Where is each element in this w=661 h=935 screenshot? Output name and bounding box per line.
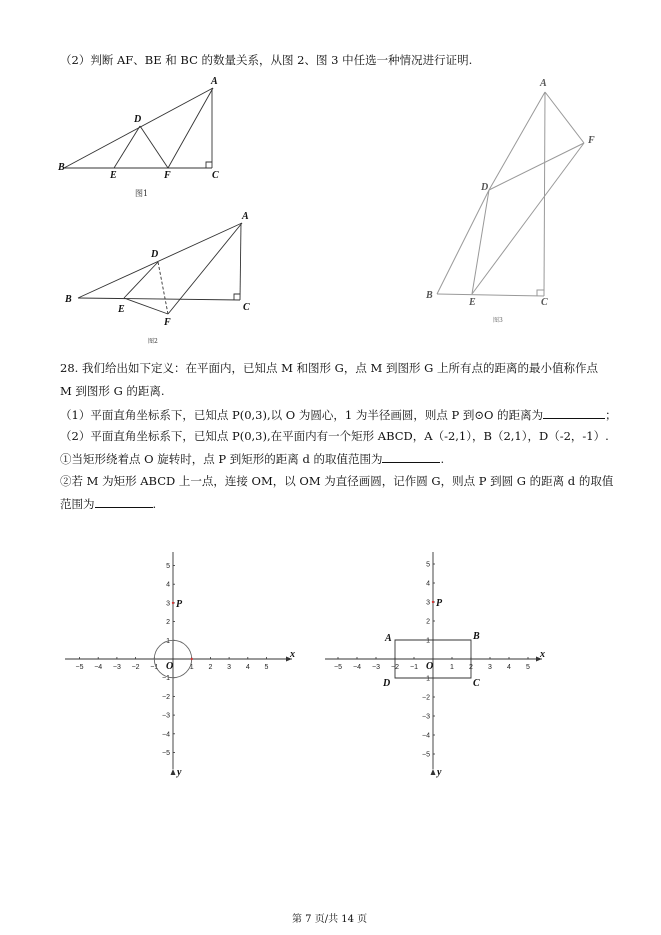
fig3-label-D: D bbox=[481, 182, 489, 193]
y-tick-label: −5 bbox=[422, 751, 430, 759]
q28-part1-text: （1）平面直角坐标系下，已知点 P(0,3),以 O 为圆心，1 为半径画圆，则点 P 到⊙O 的距离为 bbox=[60, 408, 544, 422]
x-tick-label: 5 bbox=[264, 664, 269, 671]
y-tick-label: −4 bbox=[422, 732, 430, 740]
y-axis-label: y bbox=[437, 767, 442, 778]
x-axis-label: x bbox=[290, 649, 295, 660]
q28-sub2-line1: ②若 M 为矩形 ABCD 上一点，连接 OM，以 OM 为直径画圆，记作圆 G，则点 P 到圆 G 的距离 d 的取值 bbox=[60, 474, 614, 488]
q28-intro-line1: 28. 我们给出如下定义：在平面内，已知点 M 和图形 G，点 M 到图形 G 上所有点的距离的最小值称作点 bbox=[60, 361, 598, 375]
rect-label-C: C bbox=[473, 678, 480, 689]
y-tick-label: −5 bbox=[162, 750, 170, 757]
q28-sub1-end: . bbox=[440, 452, 445, 466]
y-axis-label: y bbox=[177, 767, 182, 778]
fig3-caption: 图3 bbox=[493, 317, 503, 324]
x-tick-label: −1 bbox=[410, 664, 418, 671]
x-tick-label: −4 bbox=[94, 664, 103, 671]
y-tick-label: −2 bbox=[422, 694, 430, 702]
x-tick-label: −3 bbox=[112, 664, 121, 671]
fig2-label-E: E bbox=[118, 304, 125, 315]
fig2-label-A: A bbox=[242, 211, 249, 222]
q28-part2-text: （2）平面直角坐标系下，已知点 P(0,3),在平面内有一个矩形 ABCD，A（-2,1），B（2,1），D（-2，-1）. bbox=[60, 429, 609, 443]
y-tick-label: −3 bbox=[162, 712, 170, 720]
x-tick-label: 4 bbox=[245, 664, 250, 671]
origin-label: O bbox=[166, 661, 174, 672]
y-tick-label: −1 bbox=[422, 675, 430, 683]
x-tick-label: −1 bbox=[150, 664, 159, 671]
q28-part1-end: ； bbox=[605, 408, 617, 422]
y-tick-label: −4 bbox=[162, 731, 170, 739]
y-tick-label: 1 bbox=[166, 637, 170, 645]
q27-part2-text: （2）判断 AF、BE 和 BC 的数量关系，从图 2、图 3 中任选一种情况进行证明. bbox=[60, 53, 473, 67]
point-p bbox=[432, 601, 434, 603]
fig1-label-C: C bbox=[212, 170, 219, 181]
point-p-label: P bbox=[176, 598, 183, 610]
fig3-label-F: F bbox=[588, 135, 595, 146]
fig2-label-B: B bbox=[65, 294, 72, 305]
x-tick-label: −3 bbox=[372, 664, 380, 671]
y-tick-label: 3 bbox=[426, 599, 430, 607]
x-tick-label: 3 bbox=[227, 664, 232, 671]
y-axis-arrow bbox=[431, 769, 436, 775]
fig2-label-C: C bbox=[243, 302, 250, 313]
fig1-label-F: F bbox=[164, 170, 171, 181]
fig3-label-A: A bbox=[540, 78, 547, 89]
y-tick-label: −3 bbox=[422, 713, 430, 721]
y-tick-label: 3 bbox=[166, 600, 170, 608]
page-footer: 第 7 页/共 14 页 bbox=[292, 914, 368, 925]
x-tick-label: 3 bbox=[488, 664, 492, 671]
fig3-label-C: C bbox=[541, 297, 548, 308]
origin-label: O bbox=[426, 661, 434, 672]
y-tick-label: 4 bbox=[166, 581, 170, 589]
fig1-caption: 图1 bbox=[135, 189, 149, 198]
y-tick-label: 1 bbox=[426, 637, 430, 645]
rect-label-B: B bbox=[473, 631, 480, 642]
x-tick-label: −2 bbox=[391, 664, 399, 671]
q28-intro-line2: M 到图形 G 的距离. bbox=[60, 384, 165, 398]
y-tick-label: 2 bbox=[166, 619, 170, 627]
fig2-caption: 图2 bbox=[148, 338, 158, 345]
x-axis-label: x bbox=[540, 649, 545, 660]
fig1-label-E: E bbox=[110, 170, 117, 181]
x-tick-label: 2 bbox=[469, 664, 473, 671]
fig1-label-B: B bbox=[58, 162, 65, 173]
fig1-label-A: A bbox=[211, 76, 218, 87]
fig3-label-B: B bbox=[426, 290, 433, 301]
x-tick-label: −5 bbox=[334, 664, 342, 671]
fig3-label-E: E bbox=[469, 297, 476, 308]
fig2-label-F: F bbox=[164, 317, 171, 328]
fig2-label-D: D bbox=[151, 249, 159, 260]
point-p-label: P bbox=[436, 598, 443, 609]
q28-sub1-text: ①当矩形绕着点 O 旋转时，点 P 到矩形的距离 d 的取值范围为 bbox=[60, 452, 383, 466]
y-tick-label: −1 bbox=[162, 675, 170, 683]
x-tick-label: 4 bbox=[507, 664, 511, 671]
x-tick-label: 5 bbox=[526, 664, 530, 671]
x-tick-label: −5 bbox=[75, 664, 84, 671]
y-tick-label: 4 bbox=[426, 580, 430, 588]
y-tick-label: 2 bbox=[426, 618, 430, 626]
y-tick-label: −2 bbox=[162, 693, 170, 701]
fig1-label-D: D bbox=[134, 114, 142, 125]
y-tick-label: 5 bbox=[426, 561, 430, 569]
x-tick-label: 1 bbox=[450, 664, 454, 671]
rect-label-D: D bbox=[383, 678, 391, 689]
q28-sub2-line2-text: 范围为 bbox=[60, 497, 95, 511]
x-tick-label: −2 bbox=[131, 664, 140, 671]
q28-sub2-end: . bbox=[152, 497, 157, 511]
x-tick-label: 2 bbox=[208, 664, 213, 671]
rect-label-A: A bbox=[385, 633, 392, 644]
x-tick-label: 1 bbox=[189, 664, 194, 671]
y-tick-label: 5 bbox=[166, 563, 170, 570]
x-tick-label: −4 bbox=[353, 664, 361, 671]
